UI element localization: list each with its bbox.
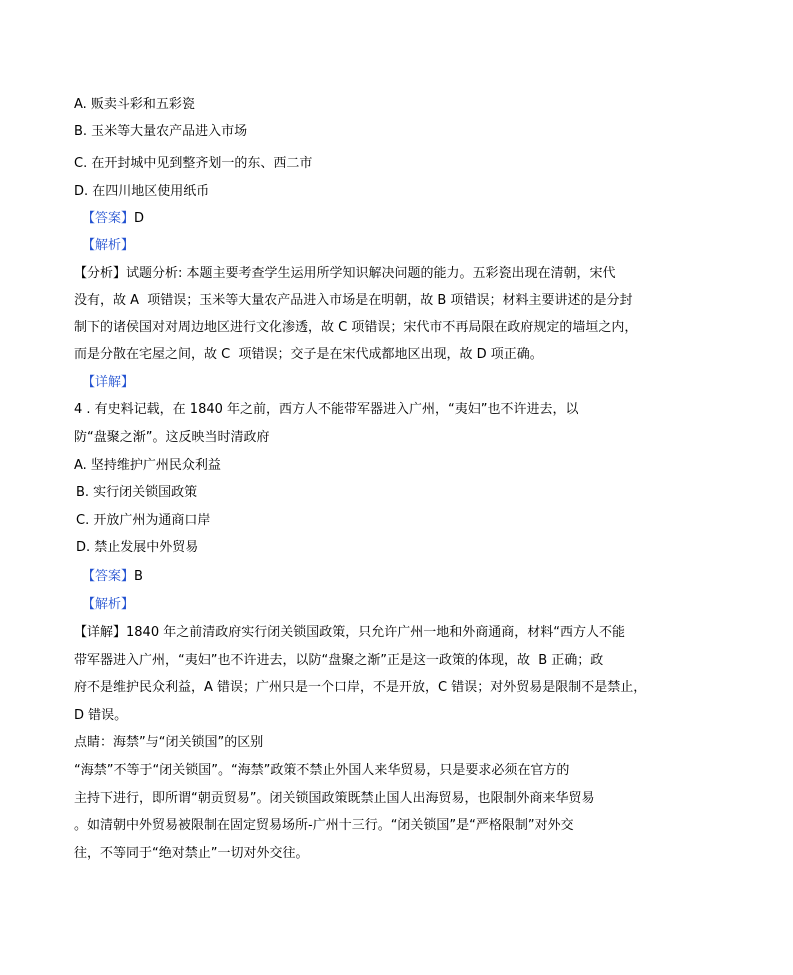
q3-analysis-line: 制下的诸侯国对对周边地区进行文化渗透，故 C 项错误；宋代市不再局限在政府规定的墙垣之内，	[74, 320, 638, 335]
q3-analysis-label: 【解析】	[82, 238, 135, 253]
q3-detail-label: 【详解】	[82, 375, 135, 390]
q4-tip-line: “海禁”不等于“闭关锁国”。“海禁”政策不禁止外国人来华贸易，只是要求必须在官方的	[74, 763, 570, 778]
q3-option-c: C. 在开封城中见到整齐划一的东、西二市	[74, 156, 313, 171]
q4-answer	[82, 567, 143, 587]
q4-detail-line: 带军器进入广州，“夷妇”也不许进去，以防“盘聚之渐”正是这一政策的体现，故 B 正确；政	[74, 653, 604, 668]
q4-option-c: C. 开放广州为通商口岸	[76, 513, 211, 528]
q3-option-b: B. 玉米等大量农产品进入市场	[74, 124, 248, 139]
q3-analysis-line: 【分析】试题分析: 本题主要考查学生运用所学知识解决问题的能力。五彩瓷出现在清朝，宋代	[74, 266, 616, 281]
q4-detail-line: D 错误。	[74, 708, 128, 723]
q4-stem-line: 4 . 有史料记载，在 1840 年之前，西方人不能带军器进入广州，“夷妇”也不许进去，以	[74, 402, 579, 417]
q4-analysis-label: 【解析】	[82, 597, 135, 612]
q3-option-d: D. 在四川地区使用纸币	[74, 184, 210, 199]
q4-tip-line: 往，不等同于“绝对禁止”一切对外交往。	[74, 846, 309, 861]
q4-stem-line: 防“盘聚之渐”。这反映当时清政府	[74, 430, 270, 445]
q4-detail-line: 【详解】1840 年之前清政府实行闭关锁国政策，只允许广州一地和外商通商，材料“西方人不能	[74, 625, 625, 640]
q4-detail-line: 府不是维护民众利益，A 错误；广州只是一个口岸，不是开放，C 错误；对外贸易是限制不是禁止，	[74, 680, 647, 695]
q3-analysis-line: 而是分散在宅屋之间，故 C 项错误；交子是在宋代成都地区出现，故 D 项正确。	[74, 347, 543, 362]
q4-answer-value: B	[134, 569, 143, 584]
q3-answer-value: D	[134, 211, 145, 226]
q4-answer-label: 【答案】	[82, 569, 135, 584]
q4-tip-title: 点睛：海禁”与“闭关锁国”的区别	[74, 735, 264, 750]
q3-answer	[82, 209, 144, 229]
q4-option-b: B. 实行闭关锁国政策	[76, 485, 198, 500]
q4-tip-line: 。如清朝中外贸易被限制在固定贸易场所-广州十三行。“闭关锁国”是“严格限制”对外交	[74, 818, 574, 833]
q3-answer-label: 【答案】	[82, 211, 135, 226]
q3-analysis-line: 没有，故 A 项错误；玉米等大量农产品进入市场是在明朝，故 B 项错误；材料主要讲述的是分封	[74, 293, 633, 308]
q3-option-a: A. 贩卖斗彩和五彩瓷	[74, 97, 195, 112]
q4-option-d: D. 禁止发展中外贸易	[76, 540, 199, 555]
q4-option-a: A. 坚持维护广州民众利益	[74, 458, 221, 473]
q4-tip-line: 主持下进行，即所谓“朝贡贸易”。闭关锁国政策既禁止国人出海贸易，也限制外商来华贸易	[74, 791, 595, 806]
